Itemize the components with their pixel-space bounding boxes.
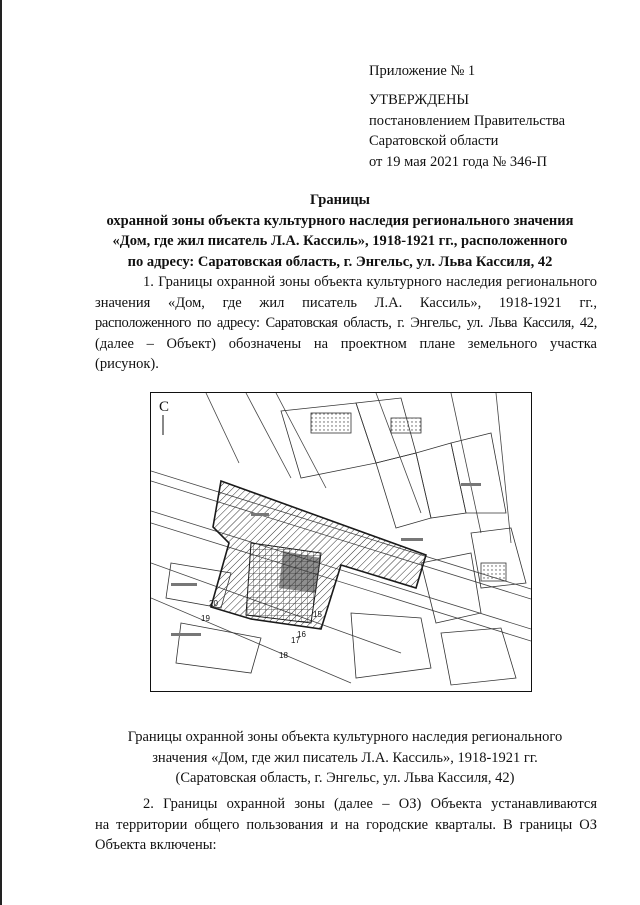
caption-line: Границы охранной зоны объекта культурного наследия регионального: [127, 729, 563, 745]
title-line: Границы: [309, 192, 370, 208]
point-label-18: 18: [279, 651, 288, 660]
document-title: [80, 190, 600, 272]
paragraph-line: (рисунок).: [95, 356, 159, 372]
map-drawing: [151, 393, 531, 691]
title-line: «Дом, где жил писатель Л.А. Кассиль», 1918-1921 гг., расположенного: [112, 233, 568, 249]
point-label-20: 20: [209, 599, 218, 608]
approval-heading: УТВЕРЖДЕНЫ: [369, 92, 470, 108]
approval-line: Саратовской области: [369, 133, 499, 149]
caption-line: (Саратовская область, г. Энгельс, ул. Льва Кассиля, 42): [175, 770, 515, 786]
protection-zone-boundary: [211, 481, 426, 629]
paragraph-line: 2. Границы охранной зоны (далее – ОЗ) Объекта устанавливаются: [143, 796, 597, 812]
paragraph-line: значения «Дом, где жил писатель Л.А. Кассиль», 1918-1921 гг.,: [95, 294, 597, 311]
point-label-19: 19: [201, 614, 210, 623]
approval-block: [369, 90, 565, 172]
point-label-16: 16: [297, 630, 306, 639]
scan-edge: [0, 0, 2, 905]
figure-caption: [100, 727, 590, 789]
caption-line: значения «Дом, где жил писатель Л.А. Кассиль», 1918-1921 гг.: [152, 749, 538, 766]
paragraph-line: 1. Границы охранной зоны объекта культурного наследия регионального: [143, 274, 597, 290]
point-label-17: 17: [291, 636, 300, 645]
point-label-15: 15: [313, 610, 322, 619]
paragraph-2: [95, 794, 597, 856]
approval-line: постановлением Правительства: [369, 112, 566, 129]
appendix-label: Приложение № 1: [369, 63, 476, 79]
title-line: охранной зоны объекта культурного наследия регионального значения: [106, 212, 574, 229]
paragraph-line: на территории общего пользования и на городские кварталы. В границы ОЗ: [95, 816, 597, 833]
paragraph-line: расположенного по адресу: Саратовская область, г. Энгельс, ул. Льва Кассиля, 42,: [95, 315, 597, 331]
title-line: по адресу: Саратовская область, г. Энгельс, ул. Льва Кассиля, 42: [127, 253, 553, 270]
cadastral-map-figure: [150, 392, 532, 692]
north-label: С: [159, 399, 170, 415]
paragraph-line: (далее – Объект) обозначены на проектном плане земельного участка: [95, 335, 597, 352]
paragraph-1: [95, 272, 597, 375]
paragraph-line: Объекта включены:: [95, 837, 217, 853]
approval-line: от 19 мая 2021 года № 346-П: [369, 153, 547, 170]
